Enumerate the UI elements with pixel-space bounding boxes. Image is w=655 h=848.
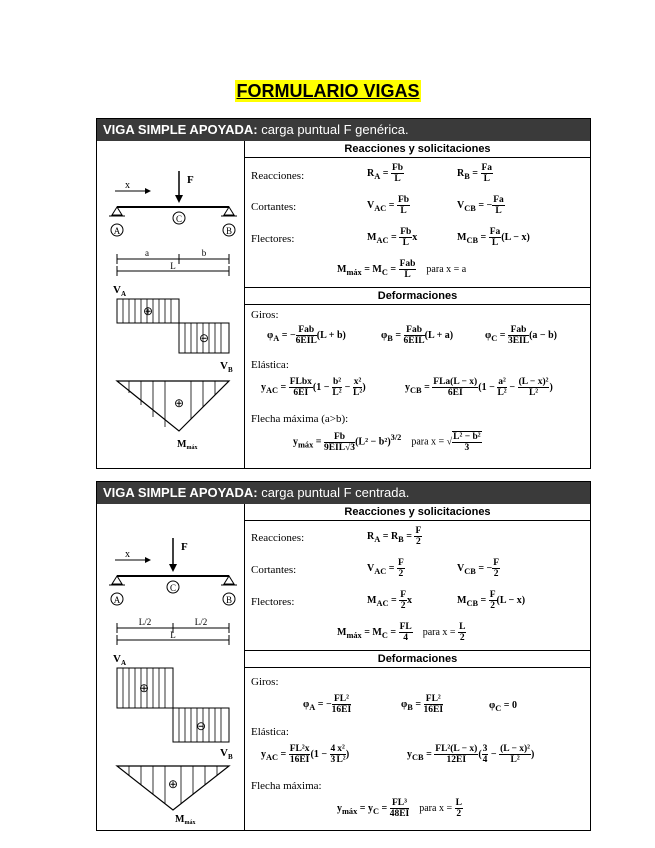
sym: M <box>367 231 377 243</box>
fraction <box>332 377 342 398</box>
dim-l-label: L <box>170 261 176 271</box>
fraction <box>390 798 410 819</box>
formula-yac: $y_{AC}$ = FLbx 6EI (1 − $\frac{\text{b²}}{\text{L²}}$ − $\frac{\text{x²}}{\text{L²}}$ ) <box>261 377 366 398</box>
sub: B <box>464 171 470 181</box>
sym: φ <box>485 329 492 341</box>
sub: B <box>398 534 404 544</box>
den: 2 <box>400 601 406 611</box>
sub: B <box>407 702 413 712</box>
dim-a-label: a <box>145 248 149 258</box>
sub: C <box>495 704 502 713</box>
den: L² <box>528 388 539 398</box>
den: 16EI <box>331 705 352 715</box>
num: FL² <box>424 694 444 705</box>
cortantes-label: Cortantes: <box>251 201 297 213</box>
beam-panel-centered <box>96 481 591 831</box>
beam-diagram <box>97 504 245 830</box>
num: FL <box>399 622 412 632</box>
fraction <box>289 744 311 765</box>
den: L <box>483 174 490 184</box>
num: Fb <box>400 227 412 237</box>
den: 2 <box>493 569 499 579</box>
eq: = R <box>380 530 399 542</box>
fraction <box>482 744 489 765</box>
support-b <box>224 207 234 215</box>
flectores-label: Flectores: <box>251 596 295 608</box>
dim-b-label: L/2 <box>194 617 208 627</box>
formulas-area <box>245 504 590 830</box>
num: FLa(L − x) <box>433 377 478 387</box>
formula-ymax: $y_{máx}$ = Fb 9EIL√3 $(L^2 - b^2)^{3/2}$ para x = √ $\frac{\text{L² − b²}}{3}$ <box>293 431 481 453</box>
formula-mmax: $M_{máx} = M_C$ = Fab L para x = a <box>337 259 467 280</box>
minus-sign: ⊖ <box>198 331 210 345</box>
mmax-sub: máx <box>184 820 196 826</box>
fraction <box>332 694 352 715</box>
den: L <box>402 238 409 248</box>
formula-vac: $V_{AC}$ = $\frac{Fb}{L}$ <box>367 195 410 216</box>
num: Fab <box>399 259 416 269</box>
fraction <box>432 377 478 398</box>
panel-header <box>97 119 590 141</box>
fraction <box>397 195 410 216</box>
formula-mmax: $M_{máx} = M_C$ = $\frac{FL}{4}$ para x = $\frac{L}{2}$ <box>337 622 466 643</box>
fraction <box>452 431 481 453</box>
den: 9EIL√3 <box>323 442 356 453</box>
formula-mcb: $M_{CB}$ = $\frac{Fa}{L}$ (L − x) <box>457 227 530 248</box>
sym: y <box>293 436 298 448</box>
den: L² <box>353 388 363 398</box>
den: L <box>491 238 499 248</box>
formula-mcb: $M_{CB}$ = $\frac{F}{2}$ (L − x) <box>457 590 526 611</box>
formula-mac: $M_{AC}$ = $\frac{Fb}{L}$ x <box>367 227 418 248</box>
num: Fab <box>296 325 317 336</box>
sub: AC <box>266 385 279 395</box>
elastica-label: Elástica: <box>251 726 289 738</box>
sub: A <box>374 171 381 181</box>
formula-phic: $\varphi_C$ = Fab 3EIL (a − b) <box>485 325 558 346</box>
sym: R <box>367 530 375 542</box>
formula-ra: $R_A$ = $\frac{Fb}{L}$ <box>367 163 404 184</box>
plus-sign: ⊕ <box>138 681 150 695</box>
num: F <box>489 590 496 600</box>
sub: AC <box>374 203 387 213</box>
den: L² <box>497 388 507 398</box>
fraction <box>399 227 412 248</box>
den: 2 <box>459 633 465 643</box>
sub: máx <box>342 806 358 816</box>
num: L <box>459 622 466 632</box>
sub: A <box>273 333 280 343</box>
sub: C <box>381 630 388 640</box>
formula-rb: $R_B$ = $\frac{Fa}{L}$ <box>457 163 493 184</box>
den: 4 <box>482 755 488 765</box>
va-sub: A <box>120 659 127 667</box>
fraction <box>492 558 500 579</box>
dim-a-label: L/2 <box>138 617 152 627</box>
fraction <box>508 325 529 346</box>
den: 2 <box>456 809 462 819</box>
mmax-label <box>177 439 197 451</box>
node-b-label: B <box>225 226 233 236</box>
formula-ra-rb: $R_A = R_B$ = $\frac{F}{2}$ <box>367 526 422 547</box>
va-label <box>113 653 126 667</box>
den: L² <box>332 388 342 398</box>
sub: C <box>372 806 379 816</box>
fraction <box>397 558 405 579</box>
vb-letter: V <box>220 360 228 372</box>
sym: M <box>457 231 467 243</box>
den: 2 <box>490 601 496 611</box>
sub: CB <box>464 203 476 213</box>
den: 16EI <box>423 705 444 715</box>
document-title: FORMULARIO VIGAS <box>236 81 420 101</box>
sym: y <box>337 802 342 814</box>
para: para x = <box>419 802 453 814</box>
beam-diagram-svg <box>97 141 244 467</box>
va-sub: A <box>120 290 127 298</box>
force-arrow-head <box>175 195 183 203</box>
mmax-sub: máx <box>186 445 198 451</box>
formulas-area <box>245 141 590 468</box>
sub: CB <box>464 566 476 576</box>
formula-ycb: $y_{CB}$ = FLa(L − x) 6EI (1 − $\frac{\text{a²}}{\text{L²}}$ − $\frac{\text{(L − x)²}}{\text{L²}}$ ) <box>405 377 553 398</box>
den: 12EI <box>446 755 467 765</box>
sym: M <box>337 626 347 638</box>
num: Fb <box>397 195 410 205</box>
num: FLbx <box>289 377 312 387</box>
sub: C <box>491 333 498 343</box>
va-label <box>113 284 126 298</box>
sym: φ <box>401 698 408 710</box>
sym: V <box>367 199 375 211</box>
dim-b-label: b <box>201 248 207 258</box>
num: F <box>397 558 404 568</box>
tail: x <box>412 231 418 243</box>
sub: AC <box>374 566 387 576</box>
num: (L − x)² <box>518 377 549 387</box>
force-label: F <box>187 174 194 186</box>
mmax-letter: M <box>177 439 187 450</box>
giros-label: Giros: <box>251 676 279 688</box>
reacciones-label: Reacciones: <box>251 170 305 182</box>
para: para x = <box>422 626 456 638</box>
reacciones-label: Reacciones: <box>251 532 305 544</box>
support-a <box>112 207 122 215</box>
sym: y <box>261 748 266 760</box>
reacciones-heading: Reacciones y solicitaciones <box>245 504 590 521</box>
formula-ymax: $y_{máx} = y_C$ = $\frac{\text{FL³}}{48EI}$ para x = $\frac{L}{2}$ <box>337 798 462 819</box>
den: 6EIL <box>295 336 317 346</box>
vb-sub: B <box>227 366 233 374</box>
formula-vcb: $V_{CB}$ = − $\frac{F}{2}$ <box>457 558 500 579</box>
fraction <box>492 195 505 216</box>
sym: y <box>405 381 410 393</box>
fraction <box>404 325 425 346</box>
sym: R <box>457 167 465 179</box>
num: FL² <box>332 694 352 705</box>
node-b-label: B <box>225 595 233 605</box>
node-a-label: A <box>113 595 121 605</box>
fraction <box>489 590 497 611</box>
x-arrow-head <box>145 188 151 194</box>
fraction <box>399 622 413 643</box>
para: para x = <box>411 436 445 448</box>
eq: = M <box>361 263 382 275</box>
num: a² <box>498 377 506 387</box>
tail: (L + b) <box>316 329 346 341</box>
node-c-label: C <box>175 214 183 224</box>
fraction <box>399 259 417 280</box>
sub: AC <box>376 598 389 608</box>
sub: AC <box>266 752 279 762</box>
tail: (L − x) <box>501 231 530 243</box>
fraction <box>499 744 531 765</box>
deformaciones-heading: Deformaciones <box>245 288 590 305</box>
sym: V <box>457 562 465 574</box>
fraction <box>330 744 337 765</box>
fraction <box>353 377 363 398</box>
flecha-label: Flecha máxima: <box>251 780 322 792</box>
num: 4 <box>330 744 336 754</box>
fraction <box>414 526 422 547</box>
fraction <box>424 694 444 715</box>
den: 48EI <box>389 809 410 819</box>
x-arrow-head <box>145 557 151 563</box>
x-label: x <box>125 549 130 560</box>
sub: A <box>309 702 316 712</box>
fraction <box>455 798 463 819</box>
moment-plus: ⊕ <box>167 777 179 791</box>
num: FL²(L − x) <box>435 744 478 754</box>
sub: CB <box>410 385 422 395</box>
va-letter: V <box>113 653 121 665</box>
num: F <box>400 590 406 600</box>
den: 6EIL <box>403 336 425 346</box>
fraction <box>289 377 313 398</box>
formula-ycb: $y_{CB}$ = $\frac{\text{FL²(L − x)}}{12EI}$ ( $\frac{3}{4}$ − $\frac{\text{(L − x)²}}{\text{L²}}$ ) <box>407 744 535 765</box>
force-arrow-head <box>169 564 177 572</box>
num: b² <box>332 377 342 387</box>
num: Fb <box>391 163 404 173</box>
num: Fa <box>481 163 493 173</box>
fraction <box>296 325 317 346</box>
den: 6EI <box>293 388 309 398</box>
formula-phia: $\varphi_A$ = − Fab 6EIL (L + b) <box>267 325 346 346</box>
fraction <box>324 432 355 453</box>
num: x² <box>353 377 362 387</box>
fraction <box>497 377 507 398</box>
sub: CB <box>412 752 424 762</box>
num: L <box>455 798 462 808</box>
dim-l-label: L <box>170 630 176 640</box>
num: F <box>493 558 500 568</box>
sym: φ <box>381 329 388 341</box>
beam-diagram <box>97 141 245 468</box>
fraction <box>434 744 478 765</box>
sym: y <box>407 748 412 760</box>
sym: y <box>261 381 266 393</box>
den: L <box>404 270 411 280</box>
minus-sign: ⊖ <box>195 719 207 733</box>
flectores-label: Flectores: <box>251 233 295 245</box>
moment-plus: ⊕ <box>173 396 185 410</box>
flecha-label: Flecha máxima (a>b): <box>251 413 349 425</box>
den: 16EI <box>289 755 310 765</box>
tail: (a − b) <box>529 329 558 341</box>
va-letter: V <box>113 284 121 296</box>
panel-header-rest: carga puntual F centrada. <box>257 485 410 500</box>
sub: máx <box>298 440 314 450</box>
den: L <box>394 174 401 184</box>
sym: φ <box>303 698 310 710</box>
fraction <box>489 227 502 248</box>
beam-diagram-svg <box>97 504 244 829</box>
elastica-label: Elástica: <box>251 359 289 371</box>
formula-phib: $\varphi_B$ = $\frac{\text{FL²}}{16EI}$ <box>401 694 444 715</box>
tail: (L − x) <box>496 594 526 606</box>
den: L² <box>510 755 520 765</box>
vb-sub: B <box>227 753 233 761</box>
den: 3 <box>330 755 336 765</box>
para: para x = a <box>426 263 467 275</box>
plus-sign: ⊕ <box>142 304 154 318</box>
formula-mac: $M_{AC}$ = $\frac{F}{2}$ x <box>367 590 412 611</box>
tail: (L + a) <box>424 329 454 341</box>
fraction <box>458 622 466 643</box>
sub: máx <box>346 267 362 277</box>
num: Fb <box>324 432 355 443</box>
panel-header-bold: VIGA SIMPLE APOYADA: <box>103 122 258 137</box>
den: 6EI <box>447 388 463 398</box>
support-b <box>224 576 234 584</box>
num: Fab <box>404 325 425 336</box>
moment-hatch <box>129 381 215 427</box>
fraction <box>518 377 550 398</box>
sub: AC <box>376 235 389 245</box>
sym: R <box>367 167 375 179</box>
reacciones-heading: Reacciones y solicitaciones <box>245 141 590 158</box>
beam-panel-generic <box>96 118 591 469</box>
num: Fa <box>493 195 504 205</box>
den: 2 <box>415 537 421 547</box>
num: FL³ <box>390 798 410 809</box>
force-label: F <box>181 541 188 553</box>
den: 4 <box>403 633 409 643</box>
exp: 3/2 <box>390 432 402 442</box>
sym: M <box>337 263 347 275</box>
sub: A <box>374 534 381 544</box>
node-c-label: C <box>169 583 177 593</box>
node-a-label: A <box>113 226 121 236</box>
val: = 0 <box>501 700 517 711</box>
fraction <box>481 163 494 184</box>
num: (L − x)² <box>500 744 531 754</box>
giros-label: Giros: <box>251 309 279 321</box>
cortantes-label: Cortantes: <box>251 564 297 576</box>
sym: φ <box>489 700 496 711</box>
sub: B <box>387 333 393 343</box>
den: L² <box>336 755 346 765</box>
den: 3EIL <box>507 336 530 346</box>
eq: = y <box>357 802 373 814</box>
sub: CB <box>466 598 479 608</box>
num: Fab <box>508 325 529 336</box>
x-label: x <box>125 180 130 191</box>
den: L <box>400 206 407 216</box>
num: Fa <box>489 227 501 237</box>
formula-phia: $\varphi_A$ = − $\frac{\text{FL²}}{16EI}$ <box>303 694 352 715</box>
mmax-letter: M <box>175 814 185 825</box>
deformaciones-heading: Deformaciones <box>245 651 590 668</box>
sym: M <box>367 594 377 606</box>
vb-label <box>220 747 233 761</box>
num: x² <box>337 744 345 754</box>
mmax-label <box>175 814 195 826</box>
formula-vcb: $V_{CB}$ = − $\frac{Fa}{L}$ <box>457 195 504 216</box>
sym: M <box>457 594 467 606</box>
eq: = M <box>361 626 382 638</box>
formula-phib: $\varphi_B$ = Fab 6EIL (L + a) <box>381 325 454 346</box>
panel-header-bold: VIGA SIMPLE APOYADA: <box>103 485 258 500</box>
sym: V <box>367 562 375 574</box>
tail: x <box>407 594 412 606</box>
den: 3 <box>464 443 470 453</box>
sym: V <box>457 199 465 211</box>
tail: (L² − b²) <box>355 436 391 448</box>
sub: CB <box>466 235 479 245</box>
fraction <box>391 163 404 184</box>
den: 2 <box>398 569 404 579</box>
fraction <box>336 744 346 765</box>
support-a <box>112 576 122 584</box>
num: FL²x <box>289 744 310 754</box>
num: 3 <box>482 744 488 754</box>
num: L² − b² <box>453 432 481 442</box>
fraction <box>399 590 407 611</box>
vb-label <box>220 360 233 374</box>
den: L <box>495 206 502 216</box>
panel-header <box>97 482 590 504</box>
formula-vac: $V_{AC}$ = $\frac{F}{2}$ <box>367 558 404 579</box>
sub: máx <box>346 630 362 640</box>
formula-phic <box>489 700 517 713</box>
panel-header-rest: carga puntual F genérica. <box>257 122 409 137</box>
sub: C <box>381 267 388 277</box>
vb-letter: V <box>220 747 228 759</box>
sym: φ <box>267 329 274 341</box>
formula-yac: $y_{AC}$ = $\frac{\text{FL²x}}{16EI}$ (1 − $\frac{4}{3}$ $\frac{\text{x²}}{\text{L²}}$ ) <box>261 744 350 765</box>
num: F <box>415 526 422 536</box>
